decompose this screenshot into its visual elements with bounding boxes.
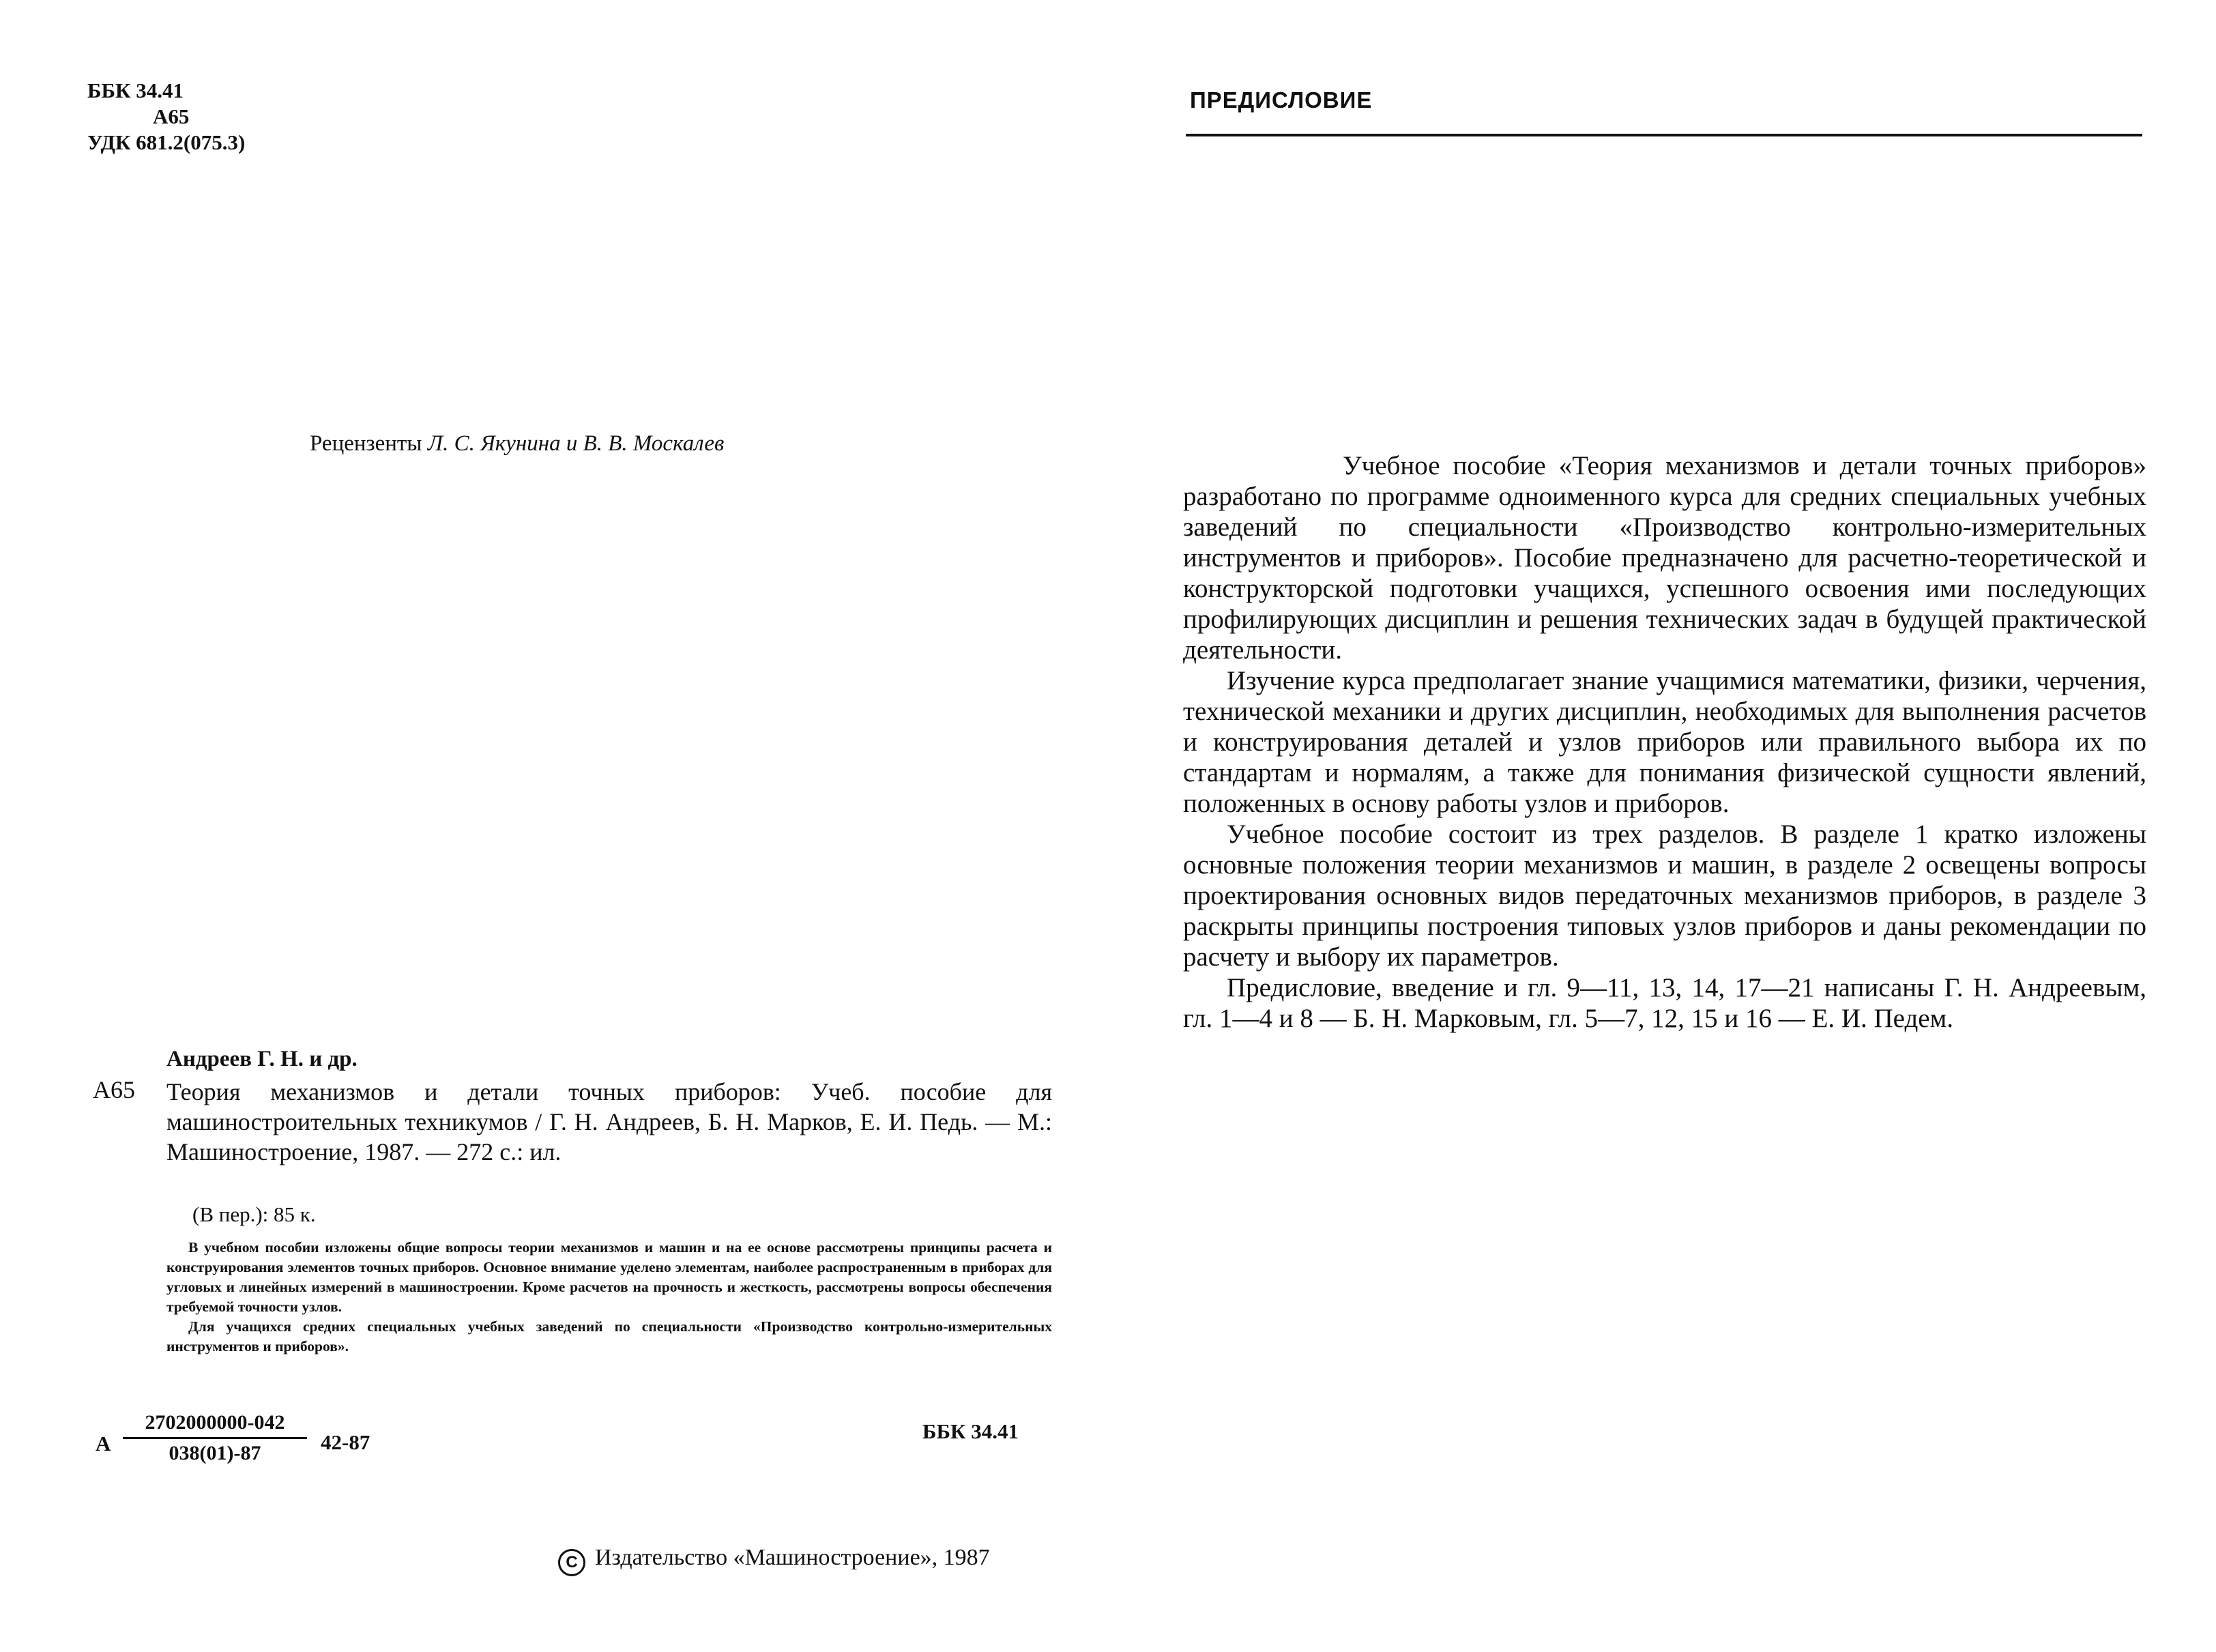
annotation <box>166 1238 1052 1357</box>
index-letter: А <box>96 1432 111 1455</box>
annotation-paragraph: Для учащихся средних специальных учебных заведений по специальности «Производство контрольно-измерительных инструментов и приборов». <box>166 1318 1052 1354</box>
preface-paragraph: Учебное пособие «Теория механизмов и детали точных приборов» разработано по программе одноименного курса для средних специальных учебных заведений по специальности «Производство контрольно-измерительных инструментов и приборов». Пособие предназначено для расчетно-теоретической и конструкторской подготовки учащихся, успешного освоения ими последующих профилирующих дисциплин и решения технических задач в будущей практической деятельности. <box>1183 451 2146 665</box>
reviewers-names: Л. С. Якунина и В. В. Москалев <box>427 431 725 456</box>
preface-body <box>1183 450 2146 1034</box>
bbk-bottom-code: ББК 34.41 <box>922 1419 1019 1443</box>
index-suffix: 42-87 <box>321 1430 370 1454</box>
bbk-code: ББК 34.41 <box>87 78 184 102</box>
preface-paragraph: Предисловие, введение и гл. 9—11, 13, 14, 17—21 написаны Г. Н. Андреевым, гл. 1—4 и 8 — Б. Н. Марковым, гл. 5—7, 12, 15 и 16 — Е. И. Педем. <box>1183 973 2146 1033</box>
classification-block <box>87 78 245 156</box>
bibliographic-description: Теория механизмов и детали точных приборов: Учеб. пособие для машиностроительных техникумов / Г. Н. Андреев, Б. Н. Марков, Е. И. Педь. — М.: Машиностроение, 1987. — 272 с.: ил. <box>166 1078 1052 1165</box>
margin-index-code: А65 <box>93 1076 135 1103</box>
reviewers-label: Рецензенты <box>310 431 422 456</box>
copyright-text: Издательство «Машиностроение», 1987 <box>595 1545 990 1570</box>
copyright-icon: C <box>558 1549 585 1576</box>
page-title: ПРЕДИСЛОВИЕ <box>1190 87 1373 113</box>
annotation-paragraph: В учебном пособии изложены общие вопросы теории механизмов и машин и на ее основе рассмотрены принципы расчета и конструирования элементов точных приборов. Основное внимание уделено элементам, наиболее распространенным в приборах для угловых и линейных измерений в машиностроении. Кроме расчетов на прочность и жесткость, рассмотрены вопросы обеспечения требуемой точности узлов. <box>166 1239 1052 1315</box>
author-heading: Андреев Г. Н. и др. <box>166 1047 358 1071</box>
index-fraction <box>123 1411 307 1465</box>
preface-paragraph: Учебное пособие состоит из трех разделов. В разделе 1 кратко изложены основные положения теории механизмов и машин, в разделе 2 освещены вопросы проектирования основных видов передаточных механизмов приборов, в разделе 3 раскрыты принципы построения типовых узлов приборов и даны рекомендации по расчету и выбору их параметров. <box>1183 820 2146 972</box>
index-denominator: 038(01)-87 <box>169 1442 261 1464</box>
preface-paragraph: Изучение курса предполагает знание учащимися математики, физики, черчения, технической механики и других дисциплин, необходимых для выполнения расчетов и конструирования деталей и узлов приборов или правильного выбора их по стандартам и нормалям, а также для понимания физической сущности явлений, положенных в основу работы узлов и приборов. <box>1183 666 2146 818</box>
index-numerator: 2702000000-042 <box>145 1411 285 1434</box>
reviewers-line <box>310 431 724 457</box>
copyright-line <box>558 1545 990 1576</box>
price-line: (В пер.): 85 к. <box>192 1202 316 1226</box>
udk-code: УДК 681.2(075.3) <box>87 130 246 154</box>
heading-divider <box>1186 134 2142 136</box>
author-index-code: А65 <box>153 104 190 128</box>
